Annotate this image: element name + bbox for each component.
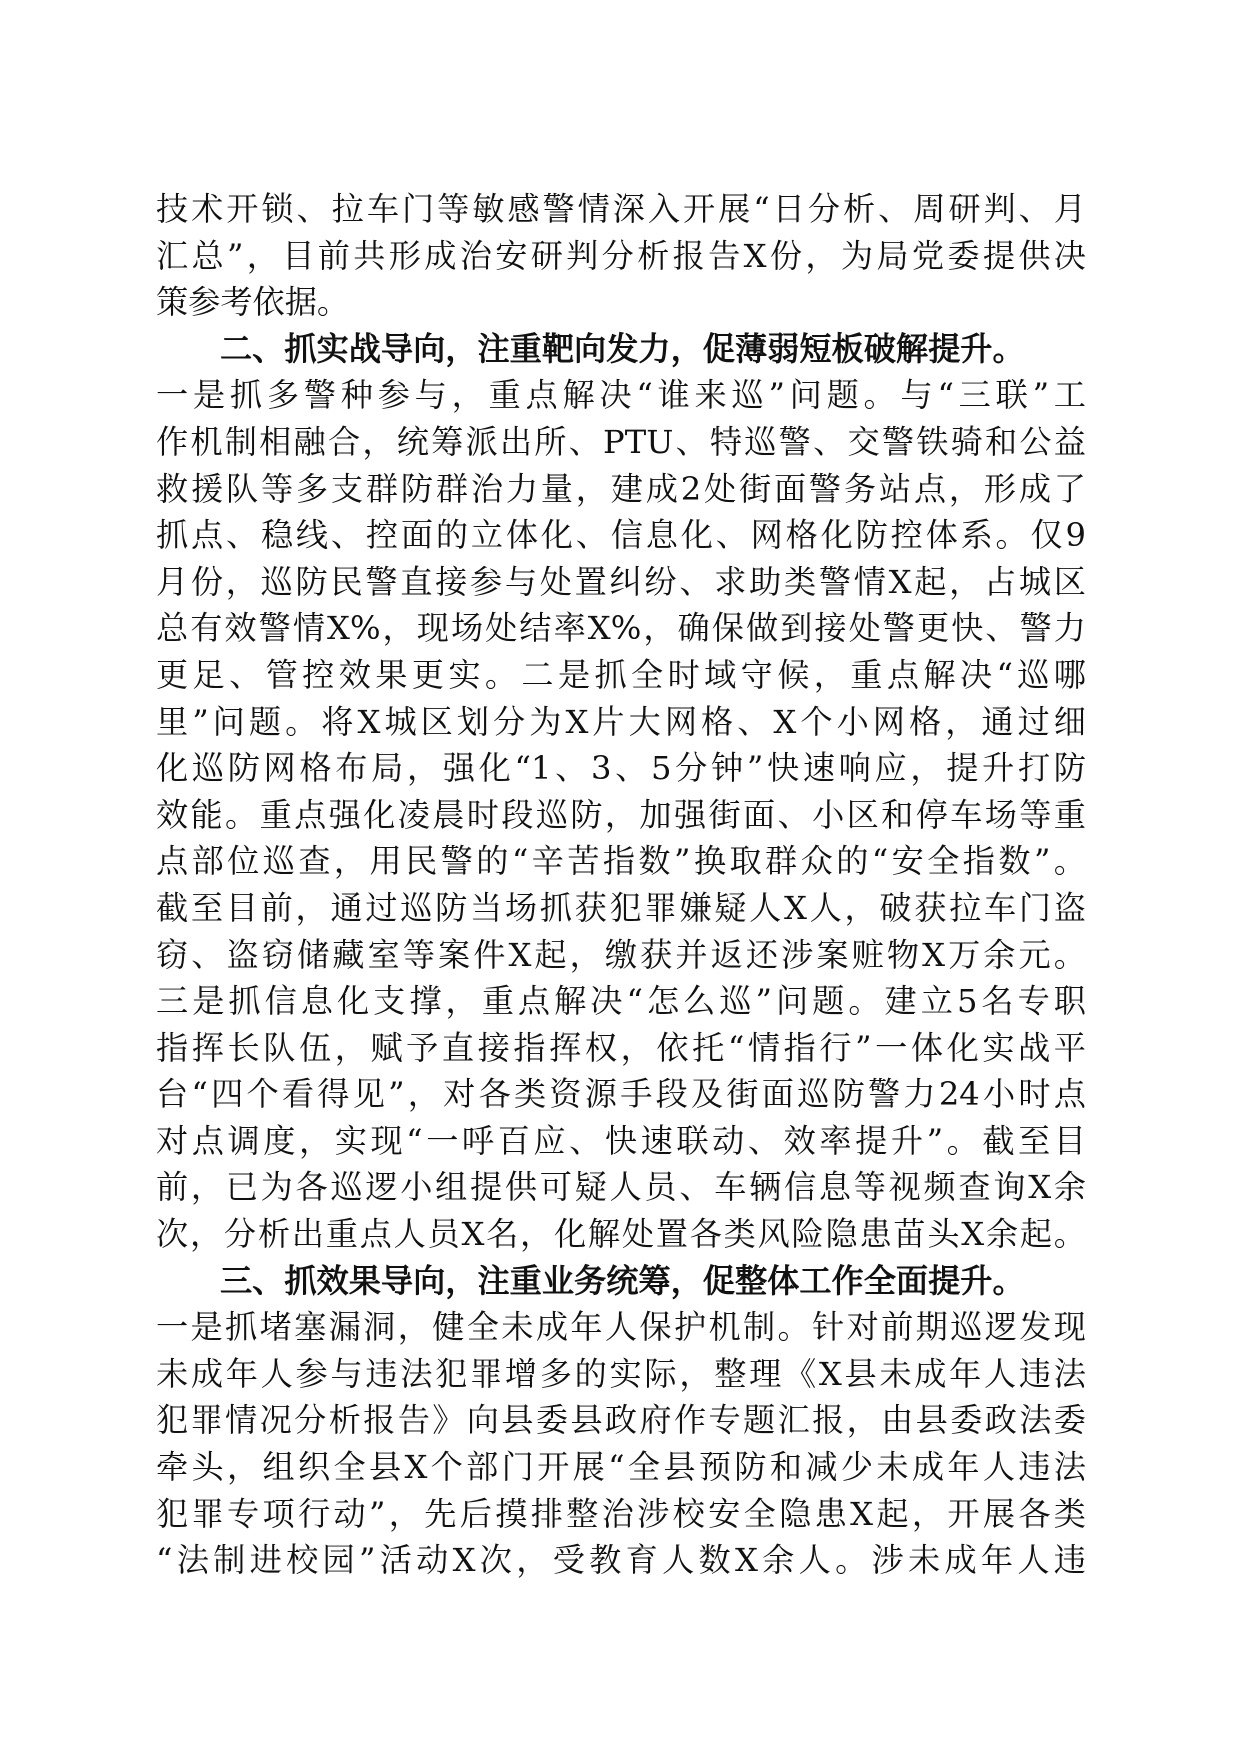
paragraph-line: 技术开锁、拉车门等敏感警情深入开展“日分析、周研判、月 bbox=[156, 190, 1086, 228]
paragraph-line: 牵头，组织全县X个部门开展“全县预防和减少未成年人违法 bbox=[156, 1448, 1086, 1487]
section-heading: 三、抓效果导向，注重业务统筹，促整体工作全面提升。 bbox=[220, 1261, 1025, 1300]
paragraph-line: 点部位巡查，用民警的“辛苦指数”换取群众的“安全指数”。 bbox=[156, 842, 1086, 881]
paragraph-line: 三是抓信息化支撑，重点解决“怎么巡”问题。建立5名专职 bbox=[156, 982, 1086, 1021]
paragraph-line: 前，已为各巡逻小组提供可疑人员、车辆信息等视频查询X余 bbox=[156, 1168, 1086, 1207]
paragraph-line: 抓点、稳线、控面的立体化、信息化、网格化防控体系。仅9 bbox=[156, 516, 1086, 555]
paragraph-line: 更足、管控效果更实。二是抓全时域守候，重点解决“巡哪 bbox=[156, 655, 1086, 694]
paragraph-line: 未成年人参与违法犯罪增多的实际，整理《X县未成年人违法 bbox=[156, 1354, 1086, 1393]
paragraph-line: 指挥长队伍，赋予直接指挥权，依托“情指行”一体化实战平 bbox=[156, 1028, 1086, 1067]
paragraph-line: 化巡防网格布局，强化“1、3、5分钟”快速响应，提升打防 bbox=[156, 749, 1086, 788]
document-body bbox=[156, 186, 1086, 1584]
paragraph-line: 月份，巡防民警直接参与处置纠纷、求助类警情X起，占城区 bbox=[156, 562, 1086, 601]
paragraph-line: 汇总”，目前共形成治安研判分析报告X份，为局党委提供决 bbox=[156, 236, 1086, 275]
paragraph-line: 策参考依据。 bbox=[156, 283, 350, 322]
section-heading: 二、抓实战导向，注重靶向发力，促薄弱短板破解提升。 bbox=[220, 329, 1025, 368]
paragraph-line: 一是抓多警种参与，重点解决“谁来巡”问题。与“三联”工 bbox=[156, 376, 1086, 415]
paragraph-line: 犯罪专项行动”，先后摸排整治涉校安全隐患X起，开展各类 bbox=[156, 1494, 1086, 1533]
paragraph-line: 对点调度，实现“一呼百应、快速联动、效率提升”。截至目 bbox=[156, 1121, 1086, 1160]
paragraph-line: 台“四个看得见”，对各类资源手段及街面巡防警力24小时点 bbox=[156, 1075, 1086, 1114]
paragraph-line: 截至目前，通过巡防当场抓获犯罪嫌疑人X人，破获拉车门盗 bbox=[156, 888, 1086, 927]
paragraph-line: “法制进校园”活动X次，受教育人数X余人。涉未成年人违 bbox=[156, 1541, 1086, 1580]
paragraph-line: 犯罪情况分析报告》向县委县政府作专题汇报，由县委政法委 bbox=[156, 1401, 1086, 1440]
paragraph-line: 次，分析出重点人员X名，化解处置各类风险隐患苗头X余起。 bbox=[156, 1215, 1086, 1254]
paragraph-line: 救援队等多支群防群治力量，建成2处街面警务站点，形成了 bbox=[156, 469, 1086, 508]
paragraph-line: 总有效警情X%，现场处结率X%，确保做到接处警更快、警力 bbox=[156, 609, 1086, 648]
paragraph-line: 里”问题。将X城区划分为X片大网格、X个小网格，通过细 bbox=[156, 702, 1086, 741]
paragraph-line: 效能。重点强化凌晨时段巡防，加强街面、小区和停车场等重 bbox=[156, 795, 1086, 834]
paragraph-line: 一是抓堵塞漏洞，健全未成年人保护机制。针对前期巡逻发现 bbox=[156, 1308, 1086, 1347]
paragraph-line: 作机制相融合，统筹派出所、PTU、特巡警、交警铁骑和公益 bbox=[156, 422, 1086, 461]
paragraph-line: 窃、盗窃储藏室等案件X起，缴获并返还涉案赃物X万余元。 bbox=[156, 935, 1086, 974]
